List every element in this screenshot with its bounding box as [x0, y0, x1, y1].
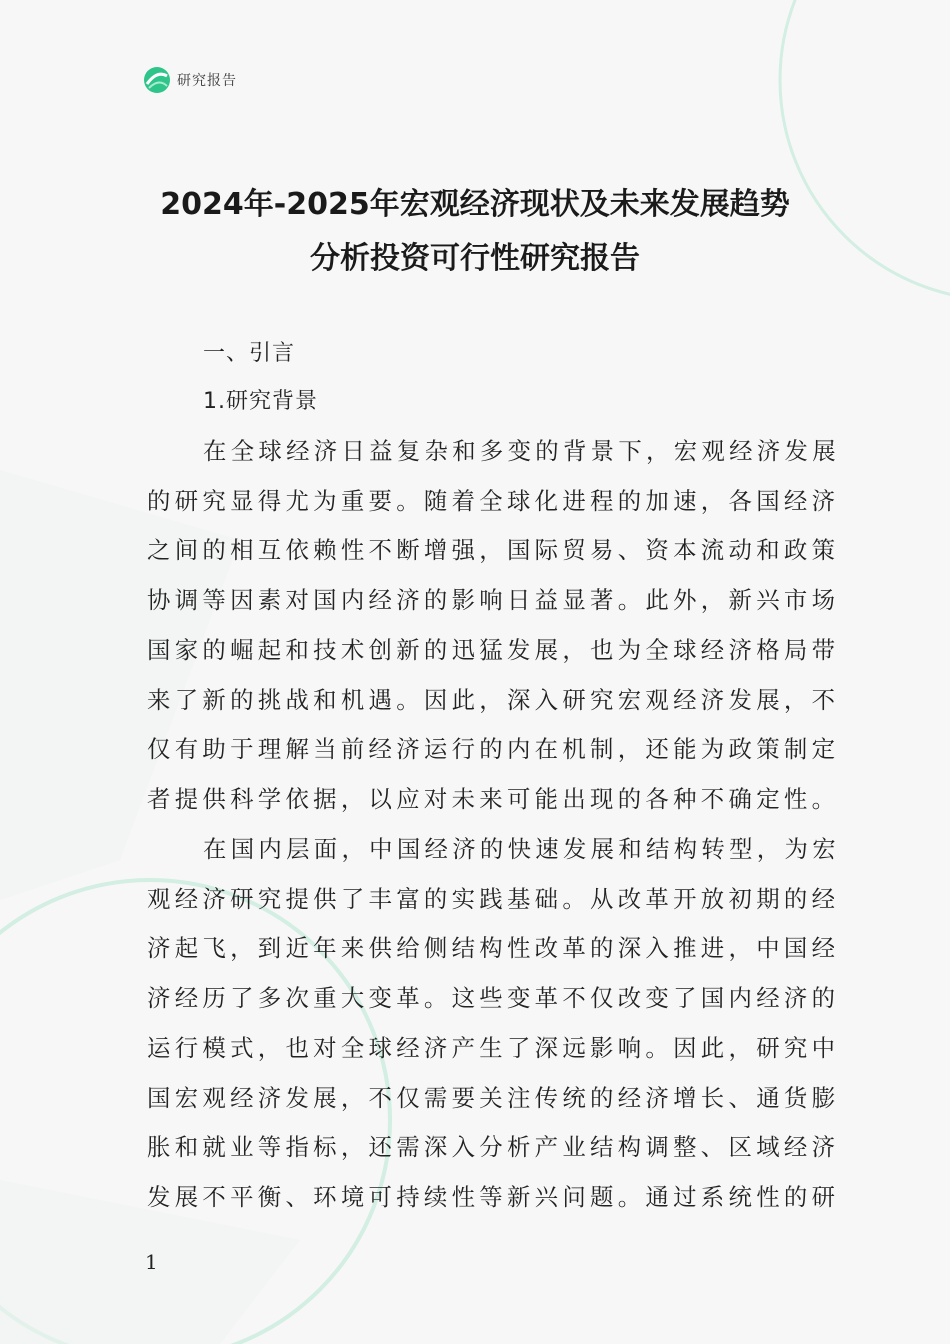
- title-line-1: 2024年-2025年宏观经济现状及未来发展趋势: [160, 187, 790, 222]
- paragraph-line: 济起飞，到近年来供给侧结构性改革的深入推进，中国经: [147, 934, 840, 963]
- title-line-2: 分析投资可行性研究报告: [310, 241, 640, 276]
- page-number: 1: [145, 1250, 158, 1274]
- paragraph-line: 国家的崛起和技术创新的迅猛发展，也为全球经济格局带: [147, 635, 840, 664]
- document-title: [100, 178, 850, 286]
- subsection-heading: 1.研究背景: [203, 389, 318, 414]
- paragraph-line: 观经济研究提供了丰富的实践基础。从改革开放初期的经: [147, 884, 840, 913]
- paragraph-1: [147, 427, 840, 825]
- paragraph-line: 发展不平衡、环境可持续性等新兴问题。通过系统性的研: [147, 1182, 840, 1211]
- paragraph-line: 国宏观经济发展，不仅需要关注传统的经济增长、通货膨: [147, 1083, 840, 1112]
- section-heading: 一、引言: [203, 341, 296, 366]
- paragraph-line: 胀和就业等指标，还需深入分析产业结构调整、区域经济: [147, 1133, 840, 1162]
- paragraph-line: 协调等因素对国内经济的影响日益显著。此外，新兴市场: [147, 586, 840, 615]
- paragraph-line: 仅有助于理解当前经济运行的内在机制，还能为政策制定: [147, 735, 840, 764]
- paragraph-line: 来了新的挑战和机遇。因此，深入研究宏观经济发展，不: [147, 685, 840, 714]
- page-header: [143, 66, 237, 94]
- paragraph-line: 在全球经济日益复杂和多变的背景下，宏观经济发展: [203, 437, 840, 465]
- paragraph-line: 的研究显得尤为重要。随着全球化进程的加速，各国经济: [147, 486, 840, 515]
- paragraph-line: 运行模式，也对全球经济产生了深远影响。因此，研究中: [147, 1033, 840, 1062]
- paragraph-line: 在国内层面，中国经济的快速发展和结构转型，为宏: [203, 835, 840, 863]
- header-label: 研究报告: [177, 73, 237, 89]
- paragraph-line: 者提供科学依据，以应对未来可能出现的各种不确定性。: [147, 784, 840, 813]
- paragraph-2: [147, 825, 840, 1223]
- paragraph-line: 济经历了多次重大变革。这些变革不仅改变了国内经济的: [147, 984, 840, 1013]
- report-logo-icon: [143, 66, 171, 94]
- paragraph-line: 之间的相互依赖性不断增强，国际贸易、资本流动和政策: [147, 536, 840, 565]
